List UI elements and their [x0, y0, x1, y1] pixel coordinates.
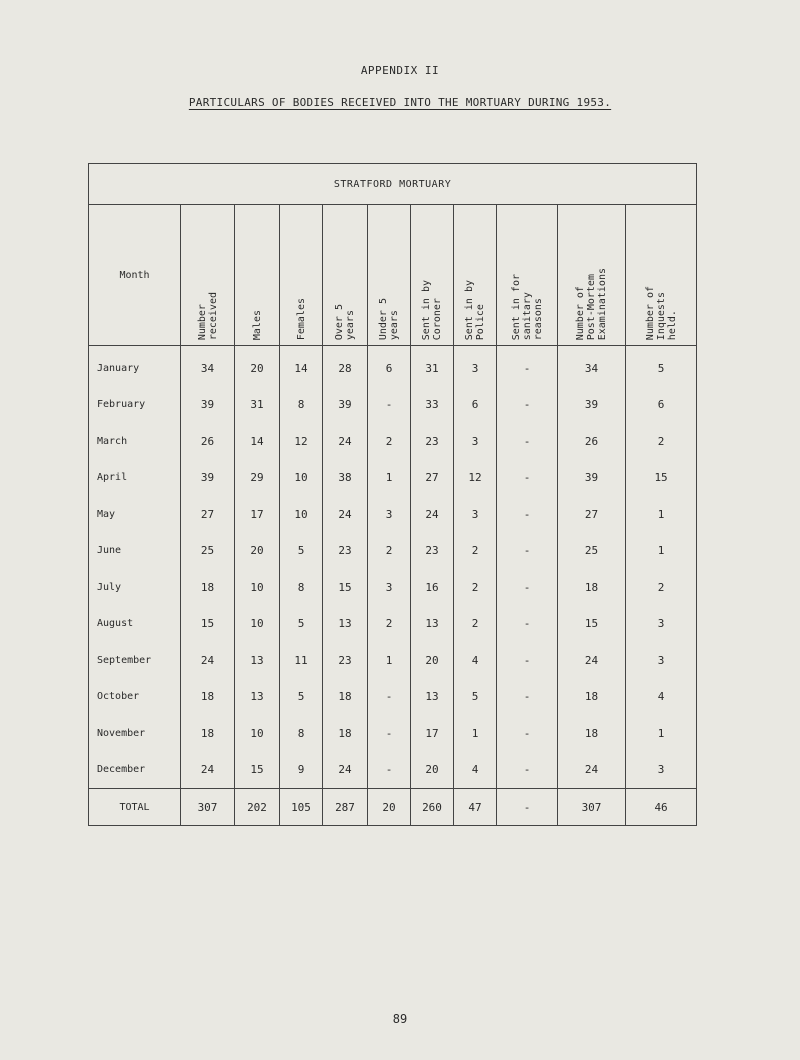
- value-cell: 20: [235, 346, 280, 387]
- value-cell: 5: [280, 606, 323, 643]
- value-cell: 18: [181, 715, 235, 752]
- column-header-10: [626, 205, 697, 346]
- value-cell: 2: [368, 606, 411, 643]
- value-cell: 25: [558, 533, 626, 570]
- value-cell: 38: [323, 460, 368, 497]
- value-cell: 9: [280, 752, 323, 789]
- table-row: [89, 387, 697, 424]
- value-cell: -: [497, 752, 558, 789]
- table-row: [89, 346, 697, 387]
- total-label: TOTAL: [89, 789, 181, 826]
- value-cell: 18: [558, 679, 626, 716]
- value-cell: 18: [181, 569, 235, 606]
- value-cell: -: [368, 752, 411, 789]
- column-header-3: [280, 205, 323, 346]
- value-cell: 39: [181, 387, 235, 424]
- value-cell: 3: [454, 346, 497, 387]
- total-value: 47: [454, 789, 497, 826]
- value-cell: 39: [558, 460, 626, 497]
- value-cell: 1: [626, 533, 697, 570]
- table-row: [89, 423, 697, 460]
- value-cell: 34: [558, 346, 626, 387]
- value-cell: -: [497, 387, 558, 424]
- value-cell: -: [497, 423, 558, 460]
- value-cell: -: [497, 346, 558, 387]
- value-cell: 18: [323, 715, 368, 752]
- value-cell: -: [497, 569, 558, 606]
- total-value: 260: [411, 789, 454, 826]
- column-header-4: [323, 205, 368, 346]
- column-header-label-1: Number received: [196, 291, 219, 340]
- value-cell: 24: [558, 752, 626, 789]
- value-cell: 3: [454, 423, 497, 460]
- value-cell: 28: [323, 346, 368, 387]
- total-value: 202: [235, 789, 280, 826]
- value-cell: 33: [411, 387, 454, 424]
- value-cell: 15: [235, 752, 280, 789]
- value-cell: 11: [280, 642, 323, 679]
- value-cell: 13: [411, 679, 454, 716]
- value-cell: 2: [626, 569, 697, 606]
- value-cell: 25: [181, 533, 235, 570]
- table-row: [89, 752, 697, 789]
- value-cell: 3: [454, 496, 497, 533]
- month-cell: March: [89, 423, 181, 460]
- value-cell: 23: [323, 642, 368, 679]
- value-cell: 3: [368, 496, 411, 533]
- value-cell: 15: [626, 460, 697, 497]
- table-row: [89, 715, 697, 752]
- value-cell: 13: [235, 642, 280, 679]
- value-cell: 8: [280, 715, 323, 752]
- value-cell: 6: [626, 387, 697, 424]
- value-cell: -: [368, 387, 411, 424]
- value-cell: 10: [235, 715, 280, 752]
- value-cell: 4: [626, 679, 697, 716]
- month-cell: December: [89, 752, 181, 789]
- value-cell: 18: [558, 715, 626, 752]
- column-header-label-7: Sent in by Police: [464, 279, 486, 340]
- table-row: [89, 642, 697, 679]
- month-cell: January: [89, 346, 181, 387]
- value-cell: 5: [280, 679, 323, 716]
- value-cell: 13: [235, 679, 280, 716]
- value-cell: 23: [411, 423, 454, 460]
- value-cell: 3: [368, 569, 411, 606]
- value-cell: -: [368, 679, 411, 716]
- value-cell: 24: [323, 752, 368, 789]
- table-body: [89, 346, 697, 826]
- value-cell: 31: [235, 387, 280, 424]
- column-header-8: [497, 205, 558, 346]
- total-value: -: [497, 789, 558, 826]
- total-value: 46: [626, 789, 697, 826]
- value-cell: 10: [280, 496, 323, 533]
- value-cell: 1: [368, 642, 411, 679]
- value-cell: 24: [181, 752, 235, 789]
- value-cell: 2: [454, 569, 497, 606]
- column-header-label-8: Sent in for sanitary reasons: [510, 273, 544, 340]
- value-cell: 15: [323, 569, 368, 606]
- value-cell: 14: [280, 346, 323, 387]
- value-cell: 23: [323, 533, 368, 570]
- column-header-1: [181, 205, 235, 346]
- value-cell: 26: [558, 423, 626, 460]
- value-cell: 2: [626, 423, 697, 460]
- total-value: 307: [558, 789, 626, 826]
- value-cell: 24: [323, 496, 368, 533]
- value-cell: 29: [235, 460, 280, 497]
- month-cell: November: [89, 715, 181, 752]
- value-cell: 27: [558, 496, 626, 533]
- value-cell: 24: [181, 642, 235, 679]
- column-header-label-9: Number of Post-Mortem Examinations: [575, 267, 608, 340]
- value-cell: -: [497, 642, 558, 679]
- column-header-label-6: Sent in by Coroner: [421, 279, 443, 340]
- value-cell: 12: [454, 460, 497, 497]
- value-cell: 6: [368, 346, 411, 387]
- value-cell: 3: [626, 752, 697, 789]
- value-cell: 5: [626, 346, 697, 387]
- value-cell: 27: [181, 496, 235, 533]
- total-row: [89, 789, 697, 826]
- column-header-label-5: Under 5 years: [378, 297, 400, 340]
- mortuary-table: [88, 163, 697, 826]
- value-cell: -: [497, 460, 558, 497]
- total-value: 20: [368, 789, 411, 826]
- value-cell: -: [497, 533, 558, 570]
- value-cell: 13: [323, 606, 368, 643]
- value-cell: 5: [454, 679, 497, 716]
- value-cell: -: [497, 715, 558, 752]
- value-cell: 2: [368, 423, 411, 460]
- table-row: [89, 569, 697, 606]
- page-number: 89: [392, 1012, 408, 1026]
- value-cell: 8: [280, 387, 323, 424]
- table-row: [89, 496, 697, 533]
- total-value: 307: [181, 789, 235, 826]
- value-cell: 2: [454, 533, 497, 570]
- value-cell: 17: [235, 496, 280, 533]
- value-cell: 2: [368, 533, 411, 570]
- value-cell: -: [497, 679, 558, 716]
- value-cell: 1: [454, 715, 497, 752]
- column-header-7: [454, 205, 497, 346]
- value-cell: 39: [323, 387, 368, 424]
- column-header-label-4: Over 5 years: [334, 303, 356, 340]
- month-cell: June: [89, 533, 181, 570]
- value-cell: 10: [280, 460, 323, 497]
- value-cell: 5: [280, 533, 323, 570]
- value-cell: 20: [411, 642, 454, 679]
- value-cell: 24: [558, 642, 626, 679]
- table-row: [89, 679, 697, 716]
- value-cell: 1: [626, 715, 697, 752]
- value-cell: -: [497, 496, 558, 533]
- value-cell: 26: [181, 423, 235, 460]
- value-cell: 3: [626, 606, 697, 643]
- value-cell: 6: [454, 387, 497, 424]
- total-value: 287: [323, 789, 368, 826]
- table-row: [89, 460, 697, 497]
- appendix-label: APPENDIX II: [360, 64, 440, 77]
- value-cell: 34: [181, 346, 235, 387]
- value-cell: 23: [411, 533, 454, 570]
- value-cell: 1: [368, 460, 411, 497]
- table-row: [89, 606, 697, 643]
- value-cell: 17: [411, 715, 454, 752]
- column-header-6: [411, 205, 454, 346]
- month-cell: October: [89, 679, 181, 716]
- column-header-9: [558, 205, 626, 346]
- total-value: 105: [280, 789, 323, 826]
- value-cell: 18: [181, 679, 235, 716]
- column-header-2: [235, 205, 280, 346]
- column-header-0: Month: [89, 205, 181, 346]
- column-header-label-10: Number of Inquests held.: [644, 285, 678, 340]
- month-cell: February: [89, 387, 181, 424]
- value-cell: 27: [411, 460, 454, 497]
- page-title: [0, 96, 800, 109]
- value-cell: 24: [411, 496, 454, 533]
- value-cell: 39: [558, 387, 626, 424]
- column-headers: [89, 205, 697, 346]
- value-cell: 15: [558, 606, 626, 643]
- table-caption: STRATFORD MORTUARY: [89, 164, 697, 205]
- page-title-text: PARTICULARS OF BODIES RECEIVED INTO THE MORTUARY DURING 1953.: [188, 96, 612, 109]
- column-header-label-3: Females: [295, 297, 307, 340]
- value-cell: 14: [235, 423, 280, 460]
- value-cell: 39: [181, 460, 235, 497]
- month-cell: August: [89, 606, 181, 643]
- month-cell: May: [89, 496, 181, 533]
- value-cell: 20: [235, 533, 280, 570]
- month-cell: July: [89, 569, 181, 606]
- value-cell: -: [368, 715, 411, 752]
- value-cell: 8: [280, 569, 323, 606]
- value-cell: 31: [411, 346, 454, 387]
- value-cell: -: [497, 606, 558, 643]
- value-cell: 10: [235, 569, 280, 606]
- value-cell: 13: [411, 606, 454, 643]
- value-cell: 24: [323, 423, 368, 460]
- value-cell: 10: [235, 606, 280, 643]
- value-cell: 15: [181, 606, 235, 643]
- value-cell: 4: [454, 752, 497, 789]
- value-cell: 2: [454, 606, 497, 643]
- value-cell: 18: [323, 679, 368, 716]
- column-header-5: [368, 205, 411, 346]
- value-cell: 18: [558, 569, 626, 606]
- value-cell: 1: [626, 496, 697, 533]
- value-cell: 4: [454, 642, 497, 679]
- column-header-label-2: Males: [251, 309, 263, 340]
- value-cell: 20: [411, 752, 454, 789]
- month-cell: September: [89, 642, 181, 679]
- value-cell: 12: [280, 423, 323, 460]
- table-row: [89, 533, 697, 570]
- value-cell: 3: [626, 642, 697, 679]
- value-cell: 16: [411, 569, 454, 606]
- month-cell: April: [89, 460, 181, 497]
